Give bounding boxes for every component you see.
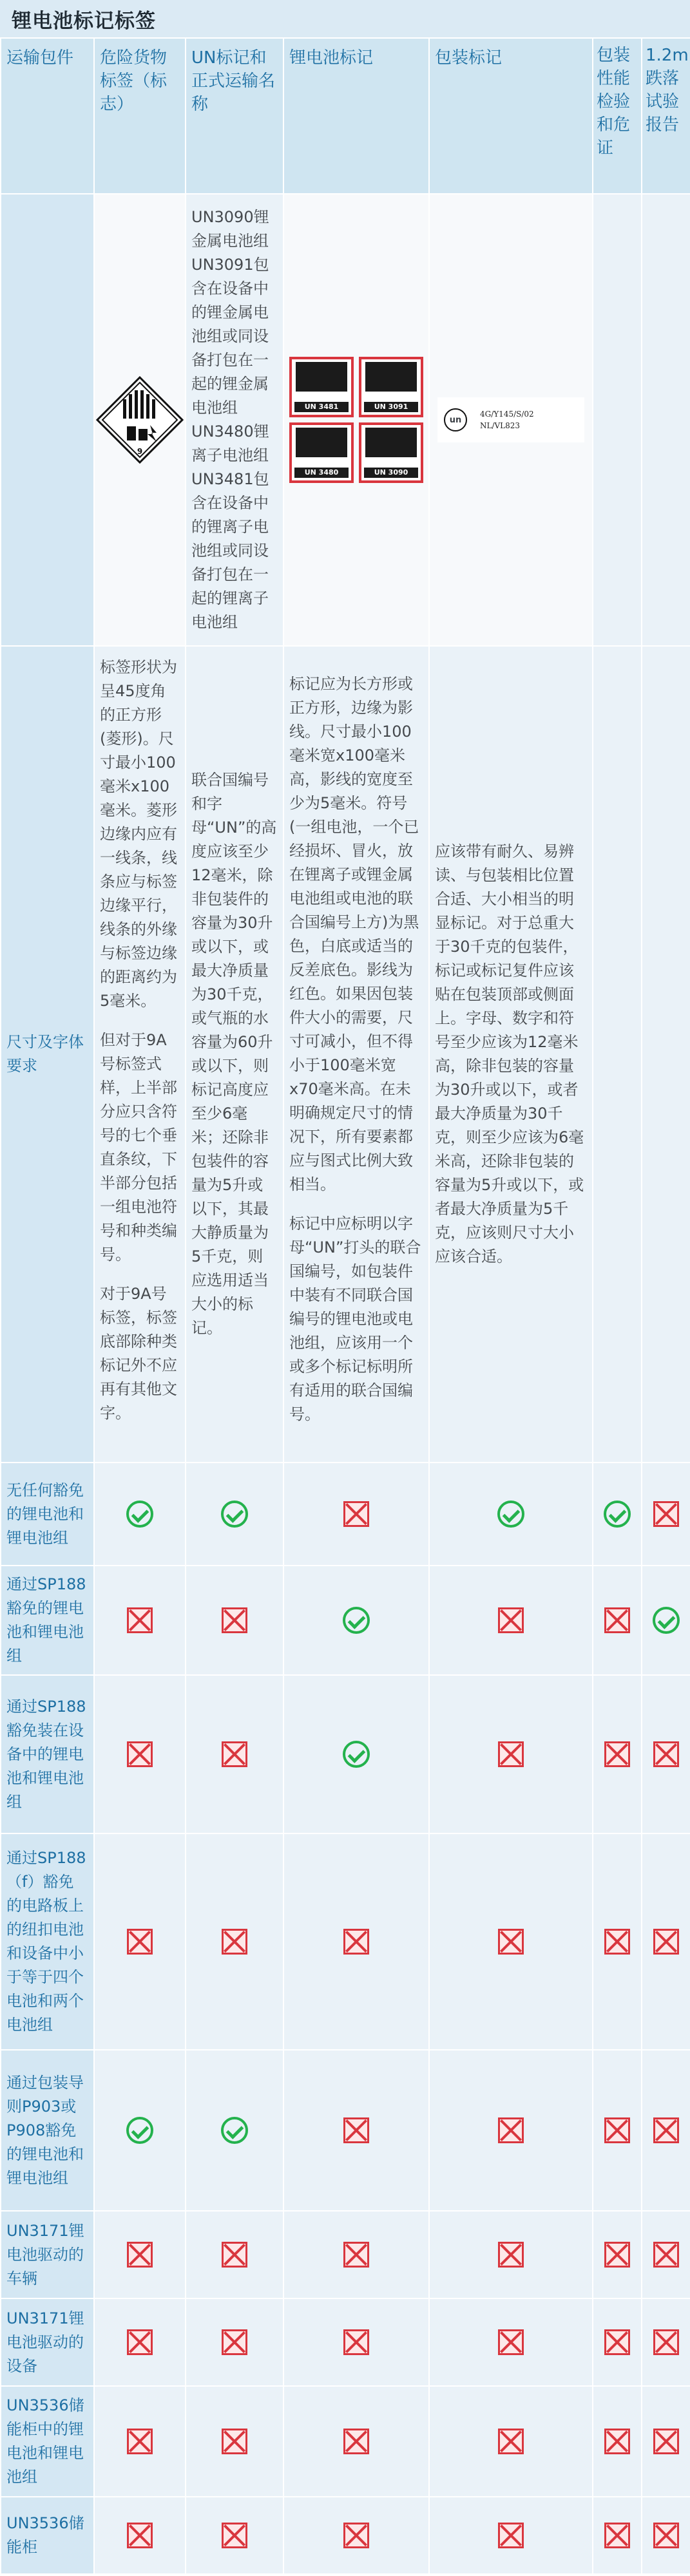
package-mark-size-text: 应该带有耐久、易辨读、与包装相比位置合适、大小相当的明显标记。对于总重大于30千克的包装件，标记或标记复件应该贴在包装顶部或侧面上。字母、数字和符号至少应该为12毫米高，除非包装的容量为30升或以下，或者最大净质量为30千克，则至少应该为6毫米高，还除非包装的容量为5升或以下，或者最大净质量为5千克，应该则尺寸大小应该合适。 <box>429 646 593 1463</box>
header-row <box>1 38 690 194</box>
cross-icon <box>222 2429 247 2454</box>
un-circle-icon: un <box>444 408 467 431</box>
check-icon <box>221 1501 248 1528</box>
cross-icon <box>604 1607 630 1633</box>
image-row-label <box>1 194 94 646</box>
row-label: UN3171锂电池驱动的设备 <box>1 2298 94 2386</box>
lithium-mark-size-text <box>283 646 429 1463</box>
cross-icon <box>343 2117 369 2143</box>
cross-icon <box>653 1741 679 1767</box>
header-drop-test: 1.2m跌落试验报告 <box>642 38 690 194</box>
cross-icon <box>653 2329 679 2355</box>
hazard-label-size-p1: 标签形状为呈45度角的正方形(菱形)。尺寸最小100毫米x100毫米。菱形边缘内应有一线条，线条应与标签边缘平行，线条的外缘与标签边缘的距离约为5毫米。 <box>100 658 177 1010</box>
header-package-mark: 包装标记 <box>429 38 593 194</box>
cross-icon <box>604 2329 630 2355</box>
table-row <box>1 1463 690 1566</box>
cross-icon <box>498 2117 524 2143</box>
cross-icon <box>653 1501 679 1527</box>
package-code-line-1: 4G/Y145/S/02 <box>480 410 534 419</box>
hazard-label-size-p2: 但对于9A号标签式样，上半部分应只含符号的七个垂直条纹，下半部分包括一组电池符号和种类编号。 <box>100 1031 177 1264</box>
hazard-label-size-p3: 对于9A号标签，标签底部除种类标记外不应再有其他文字。 <box>100 1285 177 1422</box>
size-requirements-row <box>1 646 690 1463</box>
class9a-label-icon <box>95 375 185 465</box>
cross-icon <box>127 2329 153 2355</box>
cross-icon <box>653 2242 679 2268</box>
check-icon <box>221 2117 248 2144</box>
cross-icon <box>222 1607 247 1633</box>
page-title: 锂电池标记标签 <box>12 9 156 33</box>
cross-icon <box>604 2429 630 2454</box>
header-performance-test: 包装性能检验和危证 <box>593 38 642 194</box>
lithium-mark-size-p2: 标记中应标明以字母“UN”打头的联合国编号，如包装件中装有不同联合国编号的锂电池或电池组，应该用一个或多个标记标明所有适用的联合国编号。 <box>289 1215 421 1423</box>
un-mark-size-text: 联合国编号和字母“UN”的高度应该至少12毫米，除非包装件的容量为30升或以下，或最大净质量为30千克，或气瓶的水容量为60升或以下，则标记高度应至少6毫米；还除非包装件的容量为5升或以下，其最大静质量为5千克，则应选用适当大小的标记。 <box>186 646 283 1463</box>
table-row <box>1 2497 690 2574</box>
cross-icon <box>343 1929 369 1955</box>
title-bar <box>0 0 690 37</box>
cross-icon <box>604 1929 630 1955</box>
cross-icon <box>604 2523 630 2548</box>
performance-test-cell <box>593 194 642 646</box>
check-icon <box>653 1607 680 1634</box>
drop-test-size-cell <box>642 646 690 1463</box>
cross-icon <box>498 1741 524 1767</box>
header-transport-package: 运输包件 <box>1 38 94 194</box>
cross-icon <box>343 1501 369 1527</box>
cross-icon <box>127 2429 153 2454</box>
header-lithium-mark: 锂电池标记 <box>283 38 429 194</box>
table-row <box>1 1833 690 2050</box>
cross-icon <box>222 1929 247 1955</box>
table-row <box>1 2050 690 2211</box>
cross-icon <box>498 1607 524 1633</box>
table-row <box>1 1675 690 1833</box>
lithium-battery-mark-icon: UN 3480 <box>289 422 354 483</box>
cross-icon <box>127 1741 153 1767</box>
table-row <box>1 2298 690 2386</box>
row-label: UN3171锂电池驱动的车辆 <box>1 2211 94 2298</box>
check-icon <box>343 1741 370 1768</box>
cross-icon <box>604 2117 630 2143</box>
table-row <box>1 2211 690 2298</box>
cross-icon <box>222 2523 247 2548</box>
cross-icon <box>343 2523 369 2548</box>
un-names-cell: UN3090锂金属电池组 UN3091包含在设备中的锂金属电池组或同设备打包在一起的锂金属电池组 UN3480锂离子电池组 UN3481包含在设备中的锂离子电池组或同设备打包在一起的锂离子电池组 <box>186 194 283 646</box>
image-row <box>1 194 690 646</box>
cross-icon <box>498 1929 524 1955</box>
battery-label-table <box>0 37 690 2575</box>
cross-icon <box>343 2429 369 2454</box>
table-row <box>1 1566 690 1675</box>
size-row-label: 尺寸及字体要求 <box>1 646 94 1463</box>
cross-icon <box>343 2242 369 2268</box>
cross-icon <box>498 2429 524 2454</box>
cross-icon <box>604 2242 630 2268</box>
check-icon <box>497 1501 524 1528</box>
check-icon <box>126 1501 153 1528</box>
table-row <box>1 2386 690 2497</box>
check-icon <box>343 1607 370 1634</box>
lithium-battery-mark-icon: UN 3090 <box>359 422 423 483</box>
cross-icon <box>653 2523 679 2548</box>
cross-icon <box>222 2242 247 2268</box>
row-label: 通过SP188（f）豁免的电路板上的纽扣电池和设备中小于等于四个电池和两个电池组 <box>1 1833 94 2050</box>
hazard-label-size-text <box>94 646 186 1463</box>
cross-icon <box>498 2329 524 2355</box>
lithium-mark-cell <box>283 194 429 646</box>
cross-icon <box>604 1741 630 1767</box>
row-label: 无任何豁免的锂电池和锂电池组 <box>1 1463 94 1566</box>
hazard-label-cell <box>94 194 186 646</box>
cross-icon <box>653 2429 679 2454</box>
package-code-line-2: NL/VL823 <box>480 421 521 430</box>
row-label: 通过SP188豁免装在设备中的锂电池和锂电池组 <box>1 1675 94 1833</box>
row-label: UN3536储能柜中的锂电池和锂电池组 <box>1 2386 94 2497</box>
cross-icon <box>222 2329 247 2355</box>
cross-icon <box>222 1741 247 1767</box>
row-label: 通过SP188豁免的锂电池和锂电池组 <box>1 1566 94 1675</box>
svg-text:9: 9 <box>137 447 143 456</box>
check-icon <box>126 2117 153 2144</box>
row-label: UN3536储能柜 <box>1 2497 94 2574</box>
un-package-mark <box>437 397 584 442</box>
cross-icon <box>498 2523 524 2548</box>
drop-test-cell <box>642 194 690 646</box>
cross-icon <box>498 2242 524 2268</box>
cross-icon <box>343 2329 369 2355</box>
performance-test-size-cell <box>593 646 642 1463</box>
cross-icon <box>127 1929 153 1955</box>
lithium-battery-mark-icon: UN 3091 <box>359 357 423 417</box>
header-un-mark: UN标记和正式运输名称 <box>186 38 283 194</box>
lithium-mark-size-p1: 标记应为长方形或正方形，边缘为影线。尺寸最小100毫米宽x100毫米高，影线的宽度至少为5毫米。符号(一组电池，一个已经损坏、冒火，放在锂离子或锂金属电池组或电池的联合国编号上方)为黑色，白底或适当的反差底色。影线为红色。如果因包装件大小的需要，尺寸可减小，但不得小于100毫米宽x70毫米高。在未明确规定尺寸的情况下，所有要素都应与图式比例大致相当。 <box>289 675 419 1193</box>
header-hazard-label: 危险货物标签（标志） <box>94 38 186 194</box>
package-mark-cell <box>429 194 593 646</box>
check-icon <box>604 1501 631 1528</box>
cross-icon <box>653 1929 679 1955</box>
cross-icon <box>653 2117 679 2143</box>
lithium-battery-mark-grid <box>284 357 428 483</box>
row-label: 通过包装导则P903或P908豁免的锂电池和锂电池组 <box>1 2050 94 2211</box>
cross-icon <box>127 1607 153 1633</box>
lithium-battery-mark-icon: UN 3481 <box>289 357 354 417</box>
cross-icon <box>127 2523 153 2548</box>
cross-icon <box>127 2242 153 2268</box>
